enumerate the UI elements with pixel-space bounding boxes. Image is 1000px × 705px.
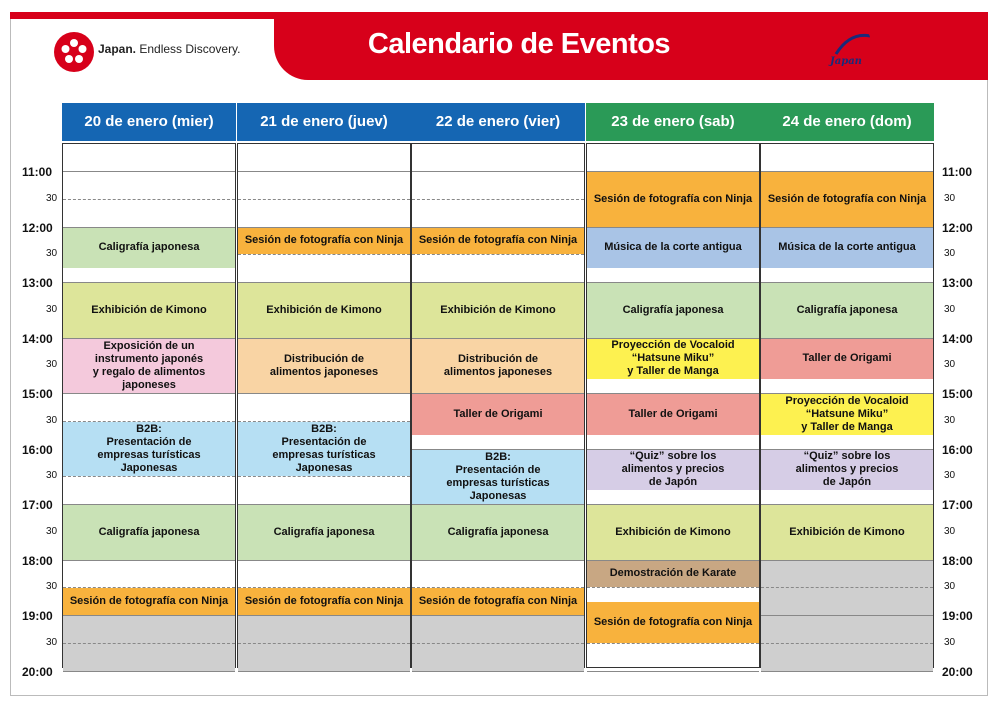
event-block[interactable]: Taller de Origami	[761, 339, 933, 380]
event-block[interactable]: B2B: Presentación de empresas turísticas Japonesas	[63, 422, 235, 477]
time-label-right: 30	[944, 192, 956, 204]
event-block[interactable]: Sesión de fotografía con Ninja	[587, 172, 759, 227]
time-label-left: 19:00	[22, 609, 53, 623]
time-label-right: 12:00	[942, 220, 973, 235]
time-label-left: 30	[46, 359, 58, 371]
time-label-right: 16:00	[942, 442, 973, 457]
grid-line	[412, 643, 584, 644]
event-block[interactable]: Exhibición de Kimono	[761, 505, 933, 560]
grid-line	[63, 671, 235, 672]
day-header-2: 22 de enero (vier)	[411, 103, 585, 141]
grid-line	[412, 254, 584, 255]
event-block[interactable]: Música de la corte antigua	[587, 228, 759, 269]
grid-line	[63, 393, 235, 394]
time-label-left: 30	[46, 470, 58, 482]
event-block[interactable]: Caligrafía japonesa	[761, 283, 933, 338]
time-label-left: 30	[46, 414, 58, 426]
event-block[interactable]: B2B: Presentación de empresas turísticas Japonesas	[412, 450, 584, 505]
grid-line	[238, 671, 410, 672]
grid-line	[761, 587, 933, 588]
grid-line	[63, 171, 235, 172]
grid-line	[761, 615, 933, 616]
tagline-rest: Endless Discovery.	[139, 42, 241, 56]
event-block[interactable]: Exposición de un instrumento japonés y regalo de alimentos japoneses	[63, 339, 235, 394]
event-block[interactable]: Sesión de fotografía con Ninja	[761, 172, 933, 227]
grid-line	[63, 199, 235, 200]
grid-line	[238, 254, 410, 255]
time-label-right: 30	[944, 303, 956, 315]
event-block[interactable]: “Quiz” sobre los alimentos y precios de Japón	[761, 450, 933, 491]
time-label-left: 15:00	[22, 387, 53, 401]
event-block[interactable]: Caligrafía japonesa	[587, 283, 759, 338]
time-label-right: 30	[944, 248, 956, 260]
event-block[interactable]: Exhibición de Kimono	[587, 505, 759, 560]
grid-line	[238, 393, 410, 394]
time-label-right: 30	[944, 414, 956, 426]
grid-line	[238, 476, 410, 477]
grid-line	[412, 560, 584, 561]
tagline	[98, 42, 241, 56]
grid-line	[63, 560, 235, 561]
time-label-left: 30	[46, 303, 58, 315]
event-block[interactable]: Proyección de Vocaloid “Hatsune Miku” y Taller de Manga	[587, 339, 759, 380]
event-block[interactable]: Música de la corte antigua	[761, 228, 933, 269]
grid-line	[63, 643, 235, 644]
grid-line	[63, 476, 235, 477]
tagline-bold: Japan.	[98, 42, 137, 56]
grid-line	[238, 643, 410, 644]
event-block[interactable]: Distribución de alimentos japoneses	[238, 339, 410, 394]
time-label-right: 14:00	[942, 331, 973, 346]
event-block[interactable]: Taller de Origami	[587, 394, 759, 435]
time-label-left: 30	[46, 525, 58, 537]
jnto-subtext: JNTO	[852, 68, 868, 74]
event-block[interactable]: Sesión de fotografía con Ninja	[63, 588, 235, 615]
time-label-left: 12:00	[22, 220, 53, 235]
event-block[interactable]: Caligrafía japonesa	[63, 228, 235, 269]
time-label-right: 17:00	[942, 498, 973, 512]
event-block[interactable]: Sesión de fotografía con Ninja	[412, 588, 584, 615]
event-block[interactable]: Sesión de fotografía con Ninja	[238, 228, 410, 255]
grid-line	[412, 199, 584, 200]
time-label-right: 19:00	[942, 609, 973, 623]
grid-line	[238, 199, 410, 200]
event-block[interactable]: Exhibición de Kimono	[412, 283, 584, 338]
event-block[interactable]: Proyección de Vocaloid “Hatsune Miku” y Taller de Manga	[761, 394, 933, 435]
time-label-left: 30	[46, 636, 58, 648]
grid-line	[587, 643, 759, 644]
time-label-left: 13:00	[22, 276, 53, 290]
event-block[interactable]: Sesión de fotografía con Ninja	[412, 228, 584, 255]
day-header-3: 23 de enero (sab)	[586, 103, 760, 141]
jnto-wordmark: Japan	[830, 56, 862, 67]
time-label-left: 14:00	[22, 331, 53, 346]
grid-line	[761, 643, 933, 644]
time-label-left: 16:00	[22, 442, 53, 457]
grid-line	[238, 171, 410, 172]
time-label-left: 30	[46, 192, 58, 204]
time-label-left: 30	[46, 581, 58, 593]
time-label-right: 18:00	[942, 553, 973, 568]
time-label-right: 20:00	[942, 664, 973, 679]
page-title: Calendario de Eventos	[367, 28, 671, 60]
grid-line	[238, 560, 410, 561]
time-label-left: 17:00	[22, 498, 53, 512]
time-label-right: 30	[944, 636, 956, 648]
time-label-right: 15:00	[942, 387, 973, 401]
day-header-4: 24 de enero (dom)	[760, 103, 934, 141]
event-block[interactable]: Distribución de alimentos japoneses	[412, 339, 584, 394]
time-label-right: 11:00	[942, 165, 973, 179]
cherry-blossom-logo-icon	[52, 30, 96, 74]
event-block[interactable]: Sesión de fotografía con Ninja	[238, 588, 410, 615]
time-label-left: 11:00	[22, 165, 53, 179]
grid-line	[587, 671, 759, 672]
grid-line	[761, 560, 933, 561]
grid-line	[412, 171, 584, 172]
time-label-right: 13:00	[942, 276, 973, 290]
time-label-left: 18:00	[22, 553, 53, 568]
grid-line	[412, 615, 584, 616]
event-block[interactable]: “Quiz” sobre los alimentos y precios de Japón	[587, 450, 759, 491]
grid-line	[412, 671, 584, 672]
event-block[interactable]: Exhibición de Kimono	[63, 283, 235, 338]
event-block[interactable]: Caligrafía japonesa	[238, 505, 410, 560]
day-header-1: 21 de enero (juev)	[237, 103, 411, 141]
event-block[interactable]: Caligrafía japonesa	[63, 505, 235, 560]
time-label-right: 30	[944, 359, 956, 371]
event-block[interactable]: Sesión de fotografía con Ninja	[587, 602, 759, 643]
time-label-right: 30	[944, 581, 956, 593]
day-header-0: 20 de enero (mier)	[62, 103, 236, 141]
time-label-right: 30	[944, 470, 956, 482]
time-label-right: 30	[944, 525, 956, 537]
time-label-left: 30	[46, 248, 58, 260]
grid-line	[238, 615, 410, 616]
grid-line	[587, 587, 759, 588]
event-block[interactable]: Demostración de Karate	[587, 561, 759, 588]
event-block[interactable]: Taller de Origami	[412, 394, 584, 435]
time-label-left: 20:00	[22, 664, 53, 679]
grid-line	[63, 615, 235, 616]
event-block[interactable]: Exhibición de Kimono	[238, 283, 410, 338]
event-block[interactable]: B2B: Presentación de empresas turísticas Japonesas	[238, 422, 410, 477]
grid-line	[761, 671, 933, 672]
event-block[interactable]: Caligrafía japonesa	[412, 505, 584, 560]
